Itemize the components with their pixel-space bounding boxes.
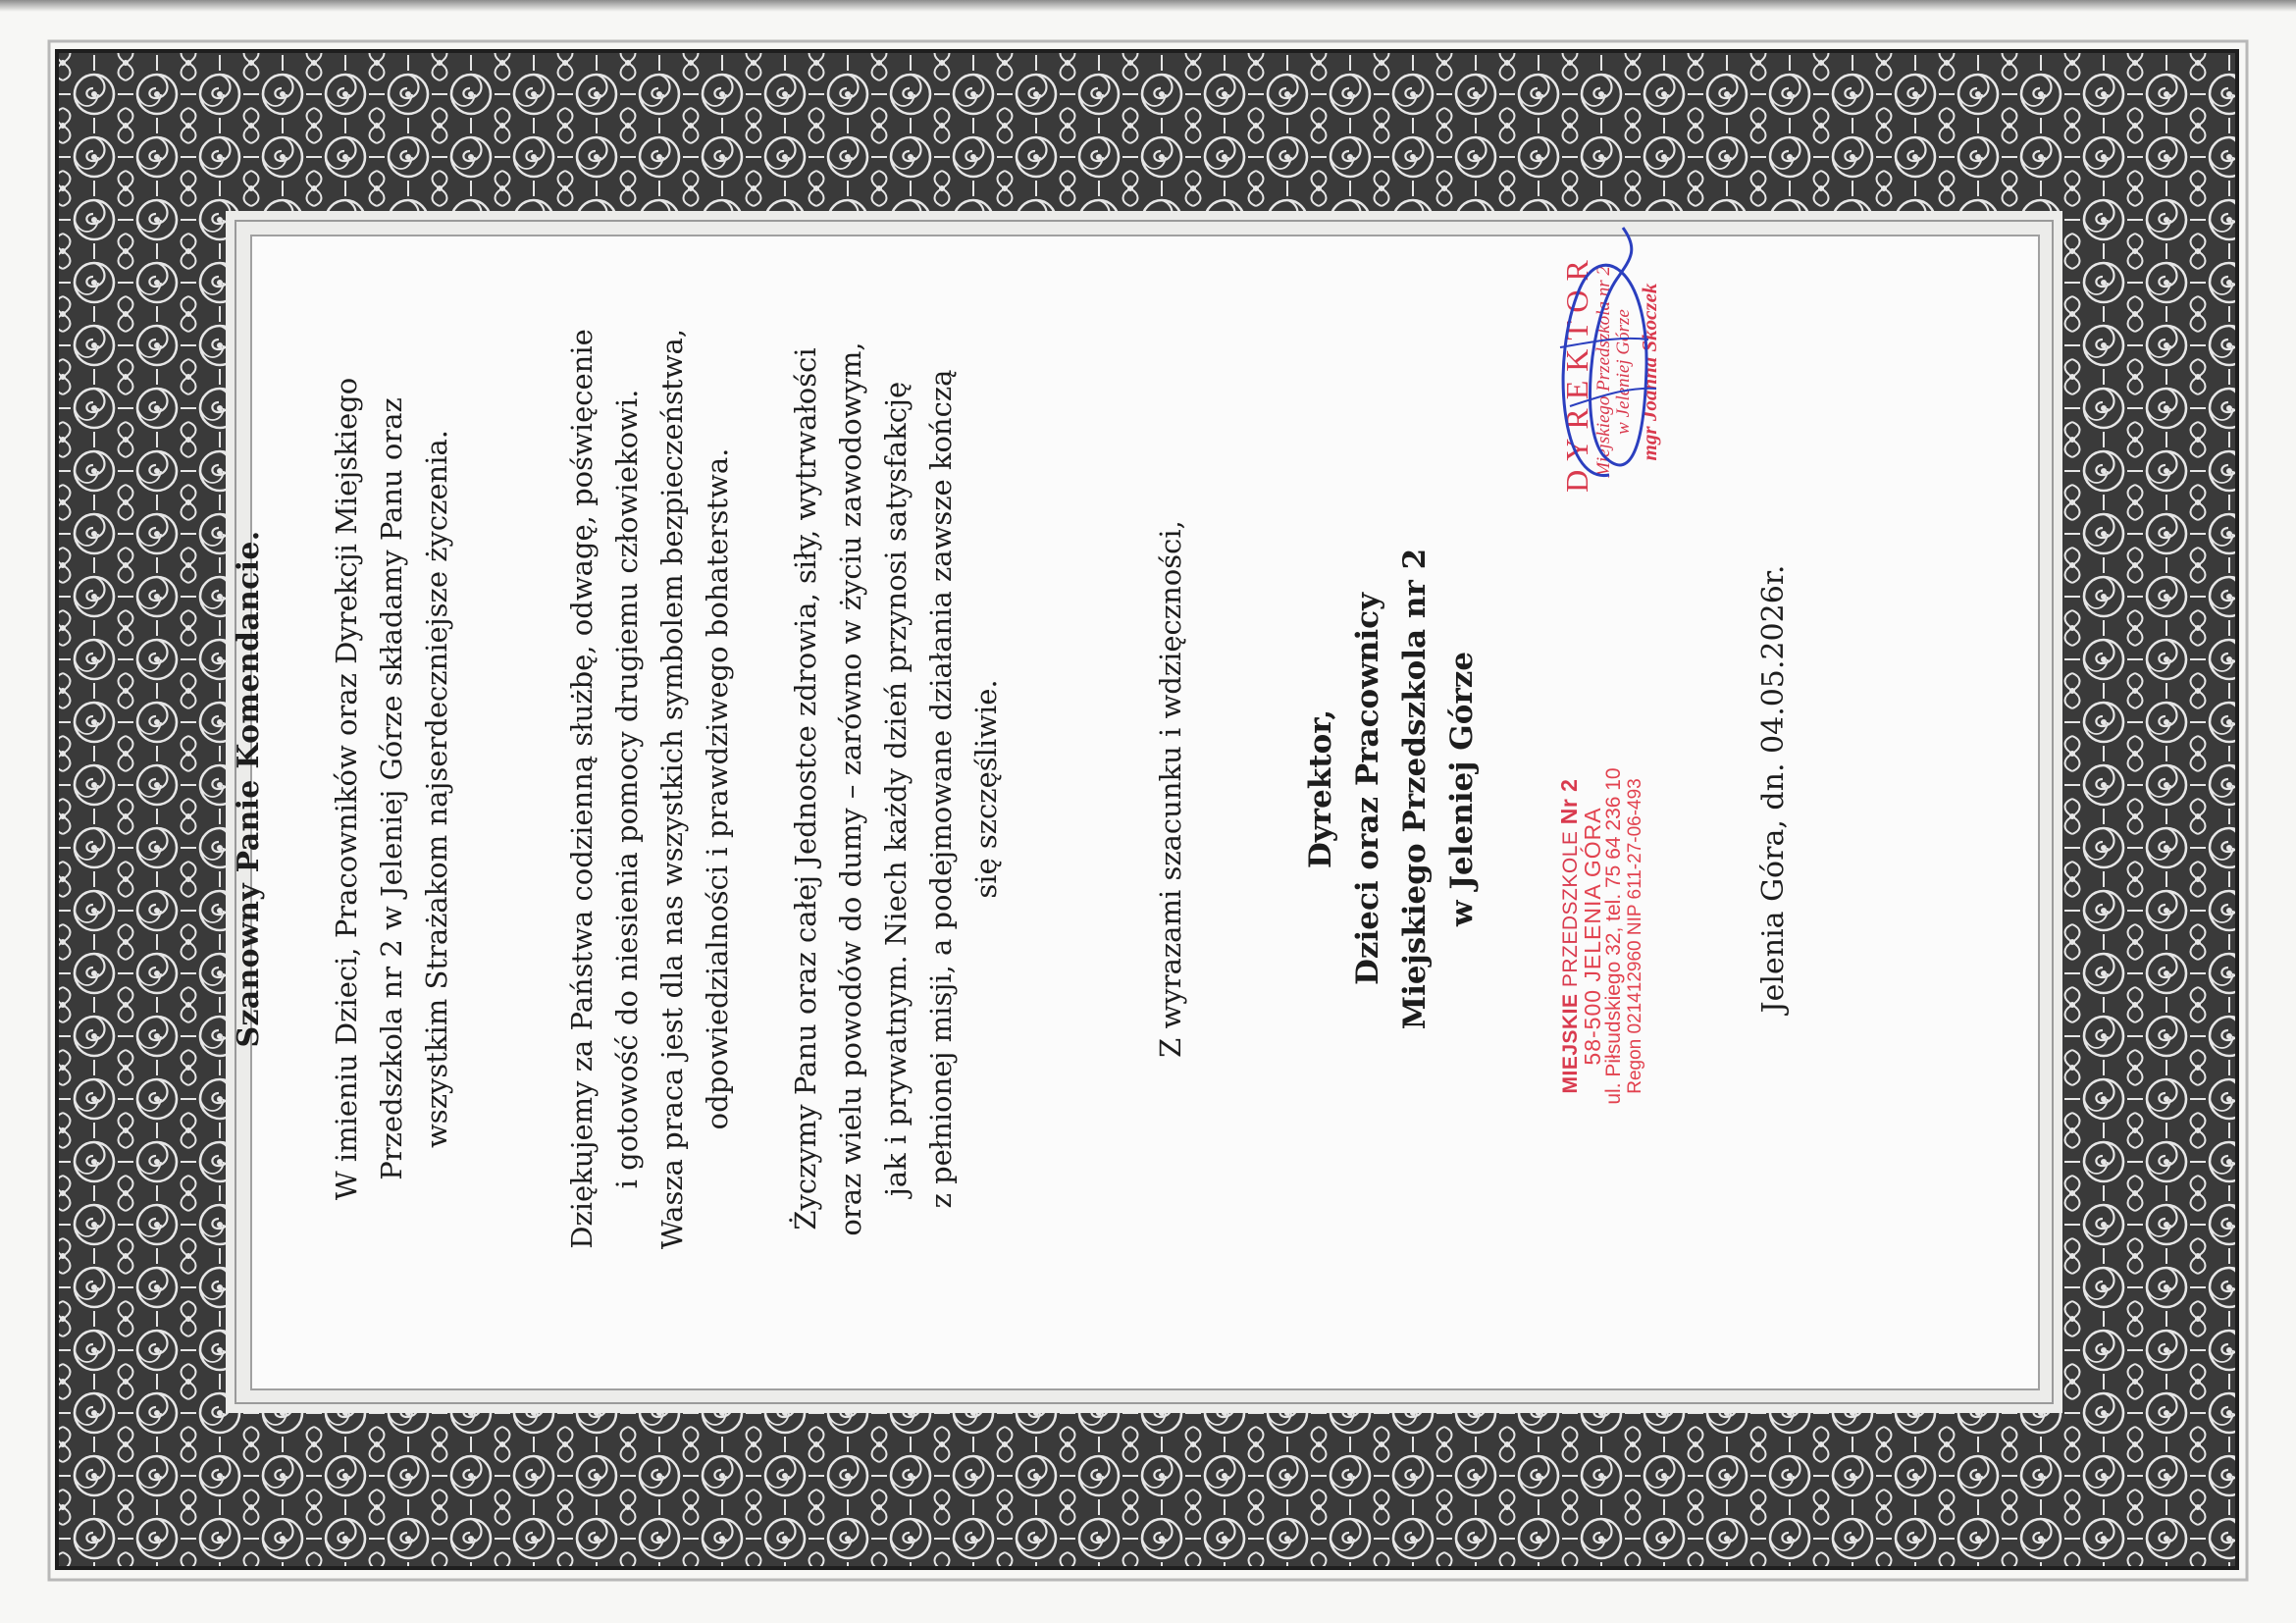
date-place-line: Jelenia Góra, dn. 04.05.2026r. (1756, 564, 1791, 1014)
stamp-director-city: w Jeleniej Górze (1613, 309, 1634, 435)
closing-phrase: Z wyrazami szacunku i wdzięczności, (1154, 520, 1187, 1058)
text-line: Życzymy Panu oraz całej Jednostce zdrowia, siły, wytrwałości (789, 347, 822, 1230)
paragraph-greeting (324, 249, 459, 1329)
signature-block (1297, 249, 1486, 1329)
paragraph-wishes (783, 249, 1009, 1329)
text-line: i gotowość do niesienia pomocy drugiemu człowiekowi. (610, 389, 644, 1189)
text-line: się szczęśliwie. (969, 679, 1003, 899)
text-line: oraz wielu powodów do dumy – zarówno w życiu zawodowym, (834, 341, 867, 1236)
signature-line: Dyrektor, (1303, 708, 1338, 869)
text-line: Przedszkola nr 2 w Jeleniej Górze składamy Panu oraz (375, 397, 408, 1180)
signature-line: Dzieci oraz Pracownicy (1350, 592, 1385, 986)
paragraph-thanks (559, 249, 740, 1329)
text-line: W imieniu Dzieci, Pracowników oraz Dyrekcji Miejskiego (330, 377, 363, 1201)
text-line: Wasza praca jest dla nas wszystkich symbolem bezpieczeństwa, (655, 328, 689, 1250)
institution-stamp (1558, 544, 1646, 1329)
letter-content (226, 249, 2031, 1329)
stamp-address-line: ul. Piłsudskiego 32, tel. 75 64 236 10 (1602, 767, 1625, 1105)
text-line: Dziękujemy za Państwa codzienną służbę, odwagę, poświęcenie (565, 329, 599, 1249)
text-line: odpowiedzialności i prawdziwego bohaterstwa. (701, 447, 734, 1130)
handwritten-signature (1540, 220, 1668, 514)
signature-line: w Jeleniej Górze (1444, 651, 1480, 927)
stamp-city-line: 58-500 JELENIA GÓRA (1580, 807, 1605, 1066)
stamp-ids-line: Regon 021412960 NIP 611-27-06-493 (1625, 778, 1645, 1094)
stamp-institution-name: MIEJSKIE PRZEDSZKOLE Nr 2 (1556, 778, 1582, 1094)
stamp-director-name: mgr Joanna Skoczek (1638, 283, 1661, 461)
text-line: wszystkim Strażakom najserdeczniejsze życzenia. (420, 429, 453, 1149)
text-line: z pełnionej misji, a podejmowane działania zawsze kończą (924, 369, 958, 1209)
salutation: Szanowny Panie Komendancie. (232, 530, 266, 1048)
stamp-director-title: DYREKTOR (1559, 251, 1594, 493)
signature-line: Miejskiego Przedszkola nr 2 (1397, 548, 1433, 1030)
text-line: jak i prywatnym. Niech każdy dzień przynosi satysfakcję (879, 381, 913, 1197)
stamp-director-school: Miejskiego Przedszkola nr 2 (1593, 266, 1614, 478)
